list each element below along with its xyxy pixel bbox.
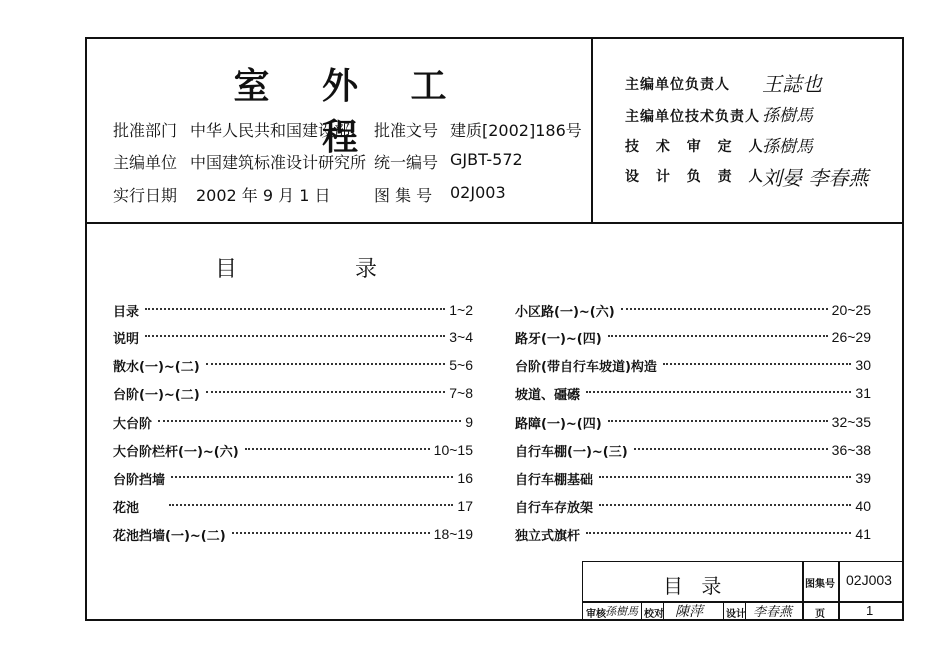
toc-leader (586, 391, 851, 393)
title-block-divider (802, 562, 804, 620)
toc-entry-pages: 26~29 (831, 329, 871, 345)
toc-entry-label: 目录 (113, 304, 140, 320)
toc-leader (621, 308, 828, 310)
toc-entry-label: 自行车存放架 (515, 500, 594, 516)
toc-entry-label: 独立式旗杆 (515, 528, 581, 544)
toc-entry-pages: 16 (457, 470, 473, 486)
title-block (582, 561, 904, 621)
page-number: 1 (866, 603, 874, 618)
toc-entry (515, 468, 871, 488)
toc-entry-pages: 30 (855, 357, 871, 373)
toc-entry (113, 496, 473, 516)
toc-entry-pages: 17 (457, 498, 473, 514)
review-label: 审核 (586, 609, 606, 620)
signature: 孫樹馬 (762, 106, 813, 126)
signature: 刘晏 李春燕 (762, 166, 869, 190)
title-block-divider (641, 602, 642, 620)
header-vertical-divider (591, 37, 593, 223)
toc-entry-pages: 36~38 (831, 442, 871, 458)
toc-entry (515, 412, 871, 432)
title-block-divider (723, 602, 724, 620)
toc-entry-pages: 10~15 (433, 442, 473, 458)
toc-entry (113, 468, 473, 488)
toc-entry-label: 路障(一)~(四) (515, 416, 602, 432)
toc-entry (515, 524, 871, 544)
review-signature: 孫樹馬 (605, 605, 638, 618)
atlas-no-label: 图集号 (805, 579, 835, 590)
unified-no-label: 统一编号 (374, 153, 439, 172)
header-divider (85, 222, 904, 224)
toc-leader (245, 448, 430, 450)
page-label: 页 (815, 609, 825, 620)
toc-entry-pages: 20~25 (831, 302, 871, 318)
toc-entry-label: 小区路(一)~(六) (515, 304, 615, 320)
toc-title: 录 (355, 257, 378, 282)
toc-leader (145, 308, 445, 310)
toc-entry-label: 花池挡墙(一)~(二) (113, 528, 226, 544)
toc-entry-pages: 7~8 (449, 385, 473, 401)
approval-doc: 建质[2002]186号 (450, 121, 582, 140)
toc-entry (515, 440, 871, 460)
toc-entry-pages: 3~4 (449, 329, 473, 345)
toc-entry (113, 327, 473, 347)
responsible-role: 主编单位负责人 (625, 77, 730, 93)
atlas-no-label: 图 集 号 (374, 186, 433, 205)
toc-leader (599, 504, 851, 506)
toc-leader (608, 420, 828, 422)
toc-leader (608, 335, 828, 337)
toc-entry-label: 大台阶 (113, 416, 153, 432)
toc-leader (171, 476, 453, 478)
unified-no: GJBT-572 (450, 150, 523, 169)
atlas-no: 02J003 (846, 572, 892, 588)
signature: 王誌也 (762, 72, 822, 96)
editor-unit: 中国建筑标准设计研究所 (190, 153, 367, 172)
document-title: 室 外 工 程 (233, 66, 467, 158)
toc-entry (515, 355, 871, 375)
toc-leader (158, 420, 461, 422)
toc-entry (113, 383, 473, 403)
toc-leader (599, 476, 851, 478)
toc-leader (663, 363, 852, 365)
date-label: 实行日期 (113, 186, 178, 205)
approval-dept-label: 批准部门 (113, 121, 178, 140)
toc-entry-label: 散水(一)~(二) (113, 359, 200, 375)
toc-entry-label: 台阶挡墙 (113, 472, 166, 488)
toc-leader (586, 532, 851, 534)
toc-entry-pages: 5~6 (449, 357, 473, 373)
editor-unit-label: 主编单位 (113, 153, 178, 172)
toc-leader (206, 391, 446, 393)
toc-entry (515, 383, 871, 403)
toc-leader (634, 448, 828, 450)
responsible-role: 主编单位技术负责人 (625, 109, 760, 125)
implementation-date: 2002 年 9 月 1 日 (196, 186, 331, 205)
toc-entry (113, 412, 473, 432)
toc-entry-pages: 18~19 (433, 526, 473, 542)
toc-entry (113, 440, 473, 460)
toc-entry-pages: 32~35 (831, 414, 871, 430)
toc-entry-pages: 41 (855, 526, 871, 542)
toc-entry (113, 355, 473, 375)
toc-entry-pages: 39 (855, 470, 871, 486)
atlas-no: 02J003 (450, 183, 506, 202)
toc-entry-label: 台阶(一)~(二) (113, 387, 200, 403)
responsible-role: 技 术 审 定 人 (625, 139, 769, 155)
toc-entry-label: 自行车棚基础 (515, 472, 594, 488)
toc-entry-pages: 40 (855, 498, 871, 514)
toc-entry-label: 大台阶栏杆(一)~(六) (113, 444, 239, 460)
design-signature: 李春燕 (753, 605, 793, 620)
toc-entry (515, 327, 871, 347)
toc-title: 目 (215, 257, 238, 282)
toc-entry (515, 300, 871, 320)
approval-doc-label: 批准文号 (374, 121, 439, 140)
design-label: 设计 (726, 609, 746, 620)
toc-entry-label: 说明 (113, 331, 140, 347)
toc-entry-label: 自行车棚(一)~(三) (515, 444, 628, 460)
title-block-divider (838, 562, 840, 620)
responsible-role: 设 计 负 责 人 (625, 169, 769, 185)
toc-entry-pages: 1~2 (449, 302, 473, 318)
toc-entry-label: 花池 (113, 500, 140, 516)
check-label: 校对 (644, 609, 664, 620)
signature: 孫樹馬 (762, 137, 813, 157)
toc-entry-label: 台阶(带自行车坡道)构造 (515, 359, 657, 375)
approval-dept: 中华人民共和国建设部 (190, 121, 351, 140)
toc-entry-label: 路牙(一)~(四) (515, 331, 602, 347)
toc-entry (113, 524, 473, 544)
toc-leader (232, 532, 430, 534)
toc-entry-pages: 9 (465, 414, 473, 430)
check-signature: 陳萍 (675, 604, 703, 620)
toc-leader (206, 363, 446, 365)
toc-entry-label: 坡道、礓礤 (515, 387, 581, 403)
toc-entry (113, 300, 473, 320)
toc-entry-pages: 31 (855, 385, 871, 401)
toc-leader (169, 504, 453, 506)
sheet-title: 目 录 (663, 574, 728, 598)
toc-entry (515, 496, 871, 516)
toc-leader (145, 335, 445, 337)
